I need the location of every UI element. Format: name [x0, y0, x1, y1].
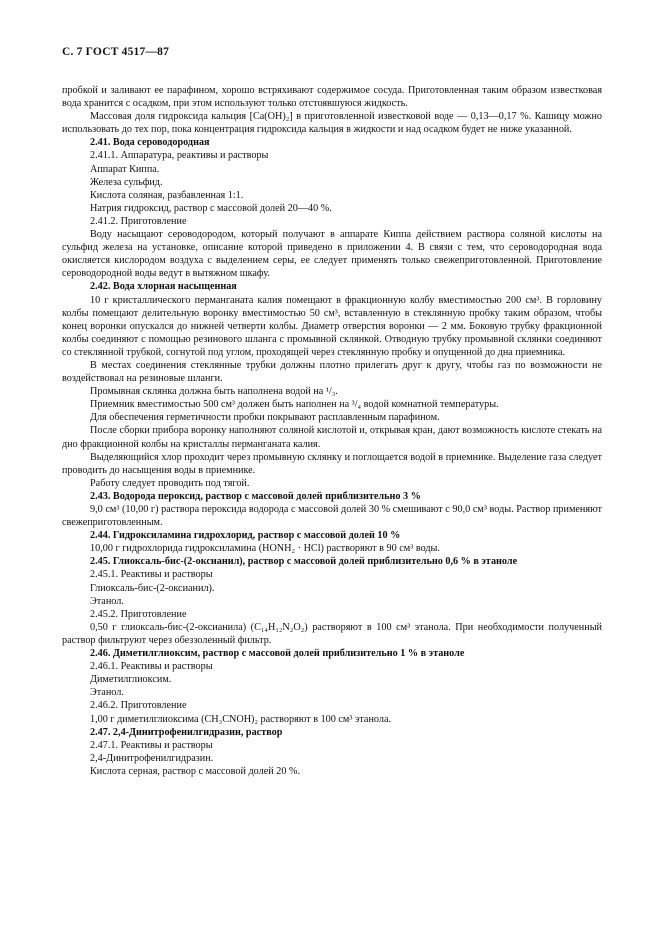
- paragraph: 9,0 см³ (10,00 г) раствора пероксида водорода с массовой долей 30 % смешивают с 90,0 см³ воды. Раствор применяют свежеприготовленным.: [62, 504, 602, 529]
- list-line: Диметилглиоксим.: [90, 674, 172, 686]
- list-line: 2.41.1. Аппаратура, реактивы и растворы: [90, 150, 269, 162]
- paragraph: Массовая доля гидроксида кальция [Ca(OH)₂] в приготовленной известковой воде — 0,13—0,17 %. Кашицу можно использовать до тех пор, пока концентрация гидроксида кальция в жидкости и над осадком будет не ниже указанной.: [62, 111, 602, 136]
- list-line: Аппарат Киппа.: [90, 163, 160, 175]
- document-body: [62, 84, 602, 778]
- paragraph: Приемник вместимостью 500 см³ должен быть наполнен на ³/₄ водой комнатной температуры.: [90, 399, 499, 411]
- list-line: 2.46.1. Реактивы и растворы: [90, 661, 213, 673]
- paragraph: 10 г кристаллического перманганата калия помещают в фракционную колбу вместимостью 200 см³. В горловину колбы помещают делительную воронку вместимостью 50 см³, вставленную в стеклянную пробку таким образом, чтобы конец воронки опускался до нижней четверти колбы. Диаметр отверстия воронки — 2 мм. Боковую трубку фракционной колбы соединяют с помощью резинового шланга с промывной склянкой. Отводную трубку промывной склянки соединяют со стеклянной трубкой, согнутой под углом, проходящей через стеклянную пробку и опущенной до дна приемника.: [62, 294, 602, 358]
- list-line: Этанол.: [90, 595, 124, 607]
- list-line: Кислота серная, раствор с массовой долей 20 %.: [90, 765, 300, 777]
- section-heading: 2.42. Вода хлорная насыщенная: [90, 281, 237, 293]
- paragraph: В местах соединения стеклянные трубки должны плотно прилегать друг к другу, чтобы газ по возможности не воздействовал на резиновые шланги.: [62, 359, 602, 385]
- section-heading: 2.45. Глиоксаль-бис-(2-оксианил), раствор с массовой долей приблизительно 0,6 % в этаноле: [90, 556, 518, 568]
- section-heading: 2.43. Водорода пероксид, раствор с массовой долей приблизительно 3 %: [90, 490, 421, 502]
- paragraph: Воду насыщают сероводородом, который получают в аппарате Киппа действием раствора соляной кислоты на сульфид железа на установке, описание которой приведено в приложении 4. В связи с тем, что сероводородная вода окисляется кислородом воздуха с выделением серы, ее следует применять только свежеприготовленной. Приготовление сероводородной воды ведут в вытяжном шкафу.: [62, 229, 602, 280]
- list-line: Этанол.: [90, 687, 124, 699]
- list-line: Железа сульфид.: [90, 176, 163, 188]
- paragraph: Для обеспечения герметичности пробки покрывают расплавленным парафином.: [90, 412, 440, 424]
- page-header: С. 7 ГОСТ 4517—87: [62, 46, 170, 58]
- list-line: 2.47.1. Реактивы и растворы: [90, 739, 213, 751]
- document-page: [62, 46, 602, 778]
- list-line: 2.45.2. Приготовление: [90, 608, 187, 620]
- section-heading: 2.47. 2,4-Динитрофенилгидразин, раствор: [90, 726, 283, 738]
- list-line: 2,4-Динитрофенилгидразин.: [90, 752, 214, 764]
- paragraph: Выделяющийся хлор проходит через промывную склянку и поглощается водой в приемнике. Выделение газа следует проводить до насыщения воды в приемнике.: [62, 451, 602, 476]
- list-line: 2.45.1. Реактивы и растворы: [90, 569, 213, 581]
- list-line: Натрия гидроксид, раствор с массовой долей 20—40 %.: [90, 202, 332, 214]
- list-line: 2.41.2. Приготовление: [90, 215, 187, 227]
- paragraph: Работу следует проводить под тягой.: [90, 477, 250, 489]
- paragraph: 1,00 г диметилглиоксима (CH₃CNOH)₂ растворяют в 100 см³ этанола.: [90, 713, 392, 725]
- list-line: 2.46.2. Приготовление: [90, 700, 187, 712]
- list-line: Кислота соляная, разбавленная 1:1.: [90, 189, 244, 201]
- paragraph: 10,00 г гидрохлорида гидроксиламина (HONH₂ · HCl) растворяют в 90 см³ воды.: [90, 543, 440, 555]
- paragraph: 0,50 г глиоксаль-бис-(2-оксианила) (C₁₄H₁₂N₂O₂) растворяют в 100 см³ этанола. При необходимости полученный раствор фильтруют через обеззоленный фильтр.: [62, 621, 602, 646]
- paragraph: пробкой и заливают ее парафином, хорошо встряхивают содержимое сосуда. Приготовленная таким образом известковая вода хранится с осадком, при этом используют только отстоявшуюся жидкость.: [62, 85, 602, 110]
- list-line: Глиоксаль-бис-(2-оксианил).: [90, 582, 215, 594]
- paragraph: Промывная склянка должна быть наполнена водой на ¹/₃.: [90, 386, 338, 398]
- paragraph: После сборки прибора воронку наполняют соляной кислотой и, открывая кран, дают возможность кислоте стекать на дно фракционной колбы на кристаллы перманганата калия.: [62, 425, 602, 450]
- section-heading: 2.46. Диметилглиоксим, раствор с массовой долей приблизительно 1 % в этаноле: [90, 648, 465, 660]
- section-heading: 2.44. Гидроксиламина гидрохлорид, раствор с массовой долей 10 %: [90, 530, 401, 542]
- section-heading: 2.41. Вода сероводородная: [90, 137, 210, 149]
